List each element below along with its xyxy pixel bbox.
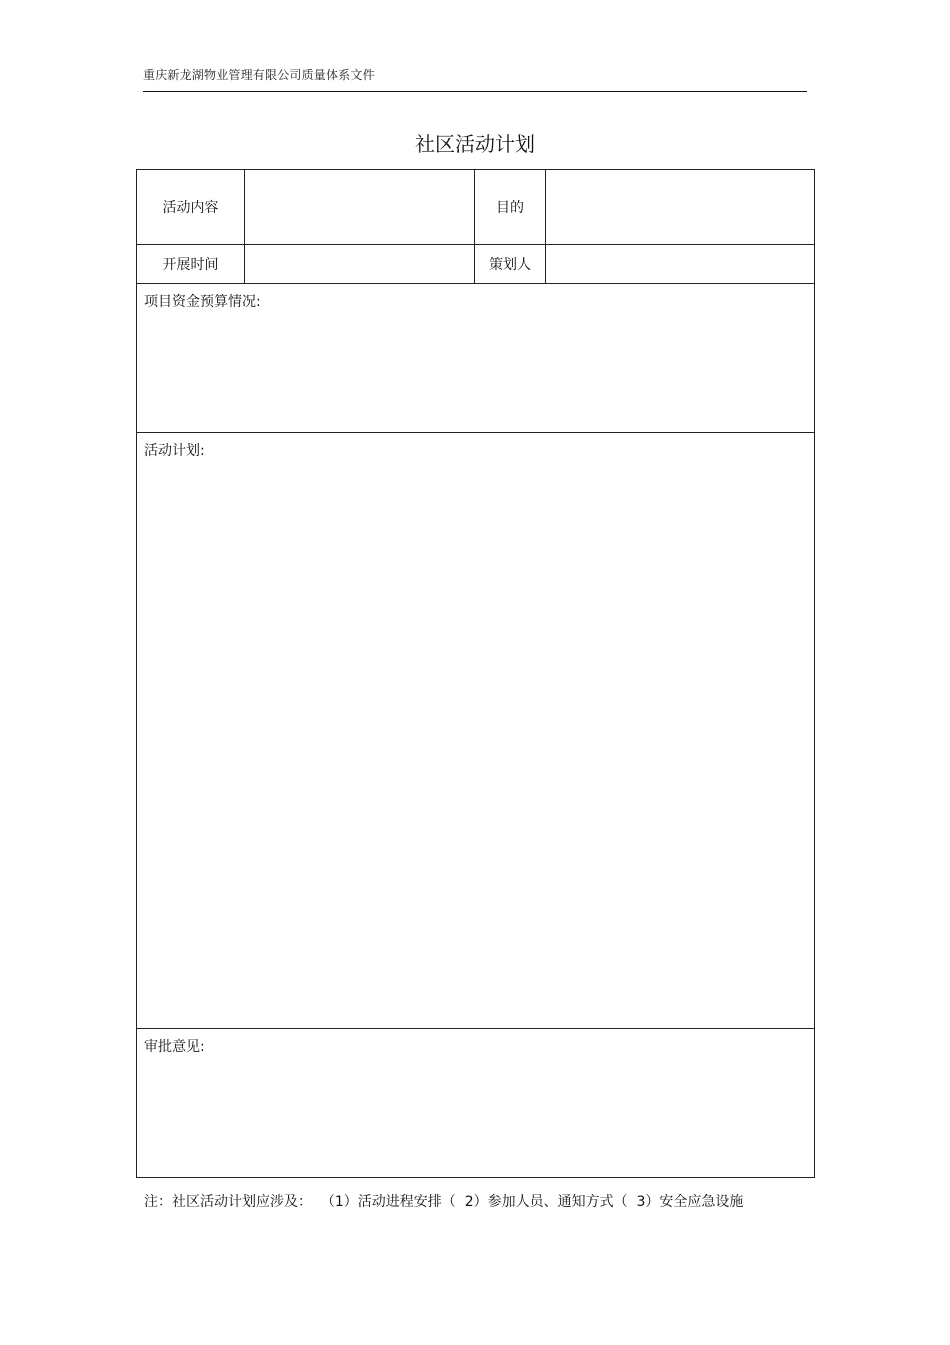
start-time-field[interactable] bbox=[245, 245, 475, 284]
approval-section[interactable] bbox=[137, 1029, 815, 1178]
plan-section[interactable] bbox=[137, 433, 815, 1029]
budget-label: 项目资金预算情况: bbox=[144, 294, 261, 310]
purpose-field[interactable] bbox=[546, 170, 815, 245]
plan-label: 活动计划: bbox=[144, 443, 205, 459]
header-divider bbox=[143, 91, 807, 92]
page-title: 社区活动计划 bbox=[415, 132, 535, 156]
activity-content-field[interactable] bbox=[245, 170, 475, 245]
activity-content-label bbox=[137, 170, 245, 245]
budget-section[interactable] bbox=[137, 284, 815, 433]
footnote: 注：社区活动计划应涉及： （1）活动进程安排（ 2）参加人员、通知方式（ 3）安全应急设施 bbox=[144, 1194, 744, 1210]
purpose-label bbox=[475, 170, 546, 245]
planner-field[interactable] bbox=[546, 245, 815, 284]
start-time-label-text: 开展时间 bbox=[162, 257, 219, 273]
planner-label bbox=[475, 245, 546, 284]
planner-label-text: 策划人 bbox=[489, 257, 531, 273]
activity-plan-form bbox=[136, 169, 815, 1178]
document-header: 重庆新龙湖物业管理有限公司质量体系文件 bbox=[143, 68, 375, 82]
start-time-label bbox=[137, 245, 245, 284]
activity-content-label-text: 活动内容 bbox=[162, 200, 219, 216]
purpose-label-text: 目的 bbox=[496, 200, 524, 216]
approval-label: 审批意见: bbox=[144, 1039, 205, 1055]
